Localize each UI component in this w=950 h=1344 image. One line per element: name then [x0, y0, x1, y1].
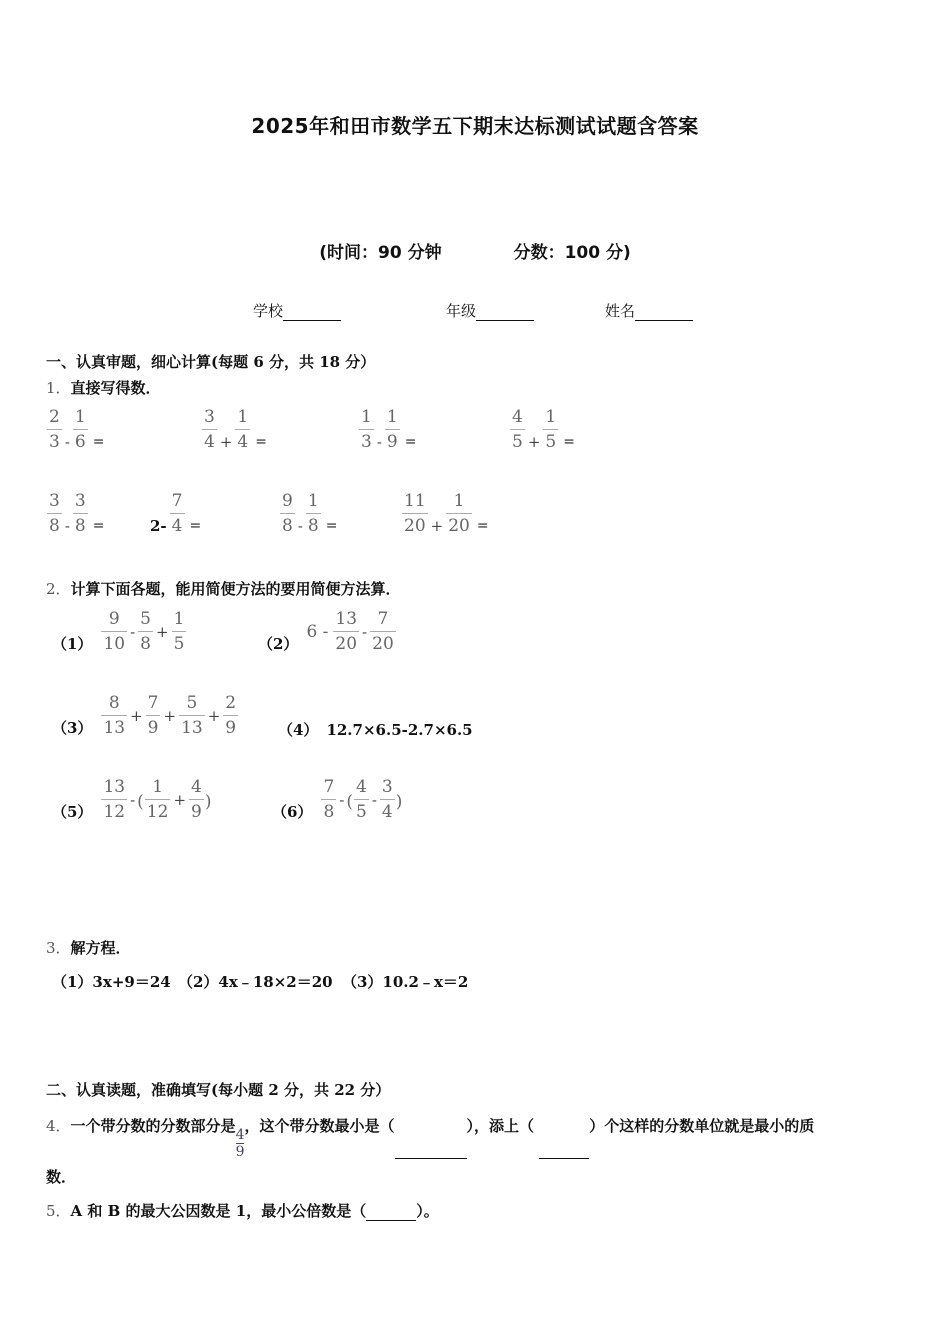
q4-blank-2[interactable]: [539, 1142, 589, 1159]
q1-item-7: $\frac{9}{8}$ - $\frac{1}{8}$ =: [282, 491, 338, 536]
q2-item-6: （6） $\frac{7}{8}$ - ( $\frac{4}{5}$ - $\frac{3}{4}$ ): [272, 777, 403, 822]
question-3: 3．解方程．: [46, 939, 131, 957]
question-1: 1．直接写得数．: [46, 379, 161, 397]
q1-item-1: $\frac{2}{3}$ - $\frac{1}{6}$ =: [49, 407, 105, 452]
exam-meta: [0, 238, 950, 263]
question-4: 4．一个带分数的分数部分是 $\frac{4}{9}$ ，这个带分数最小是（ ），添上（ ）个这样的分数单位就是最小的质: [46, 1117, 815, 1160]
q1-item-2: $\frac{3}{4}$ + $\frac{1}{4}$ =: [204, 407, 267, 452]
equation-3: （3）10.2﹣x＝2: [342, 973, 469, 991]
grade-blank[interactable]: [476, 304, 534, 321]
school-field[interactable]: 学校: [253, 300, 341, 321]
time-label: (时间：90 分钟: [319, 243, 442, 263]
q2-item-1: （1） $\frac{9}{10}$ - $\frac{5}{8}$ + $\frac{1}{5}$: [52, 609, 185, 654]
q2-item-2: （2） 6 - $\frac{13}{20}$ - $\frac{7}{20}$: [258, 609, 394, 654]
q2-item-5: （5） $\frac{13}{12}$ - ( $\frac{1}{12}$ + $\frac{4}{9}$ ): [52, 777, 212, 822]
question-5: 5．A 和 B 的最大公因数是 1，最小公倍数是（ ）。: [46, 1202, 439, 1220]
q1-item-3: $\frac{1}{3}$ - $\frac{1}{9}$ =: [361, 407, 417, 452]
name-blank[interactable]: [635, 304, 693, 321]
grade-field[interactable]: 年级: [446, 300, 534, 321]
school-blank[interactable]: [283, 304, 341, 321]
q2-item-4: （4） 12.7×6.5-2.7×6.5: [278, 721, 473, 739]
q5-blank[interactable]: [366, 1204, 416, 1221]
equation-1: （1）3x+9＝24: [52, 973, 171, 991]
fraction-4-9: $\frac{4}{9}$: [235, 1127, 245, 1160]
q1-item-8: $\frac{11}{20}$ + $\frac{1}{20}$ =: [404, 491, 489, 536]
equation-2: （2）4x﹣18×2＝20: [178, 973, 333, 991]
q1-item-5: $\frac{3}{8}$ - $\frac{3}{8}$ =: [49, 491, 105, 536]
score-label: 分数：100 分): [513, 243, 631, 263]
q2-item-3: （3） $\frac{8}{13}$ + $\frac{7}{9}$ + $\frac{5}{13}$ + $\frac{2}{9}$: [52, 693, 237, 738]
page-title: 2025年和田市数学五下期末达标测试试题含答案: [251, 114, 699, 138]
section-2-heading: 二、认真读题，准确填写(每小题 2 分，共 22 分）: [46, 1081, 391, 1099]
q1-item-4: $\frac{4}{5}$ + $\frac{1}{5}$ =: [512, 407, 575, 452]
section-1-heading: 一、认真审题，细心计算(每题 6 分，共 18 分）: [46, 353, 376, 371]
q4-blank-1[interactable]: [395, 1142, 467, 1159]
question-4-wrap: 数．: [46, 1168, 77, 1186]
question-2: 2．计算下面各题，能用简便方法的要用简便方法算．: [46, 580, 401, 598]
q1-item-6: 2- $\frac{7}{4}$ =: [150, 491, 202, 536]
name-field[interactable]: 姓名: [605, 300, 693, 321]
